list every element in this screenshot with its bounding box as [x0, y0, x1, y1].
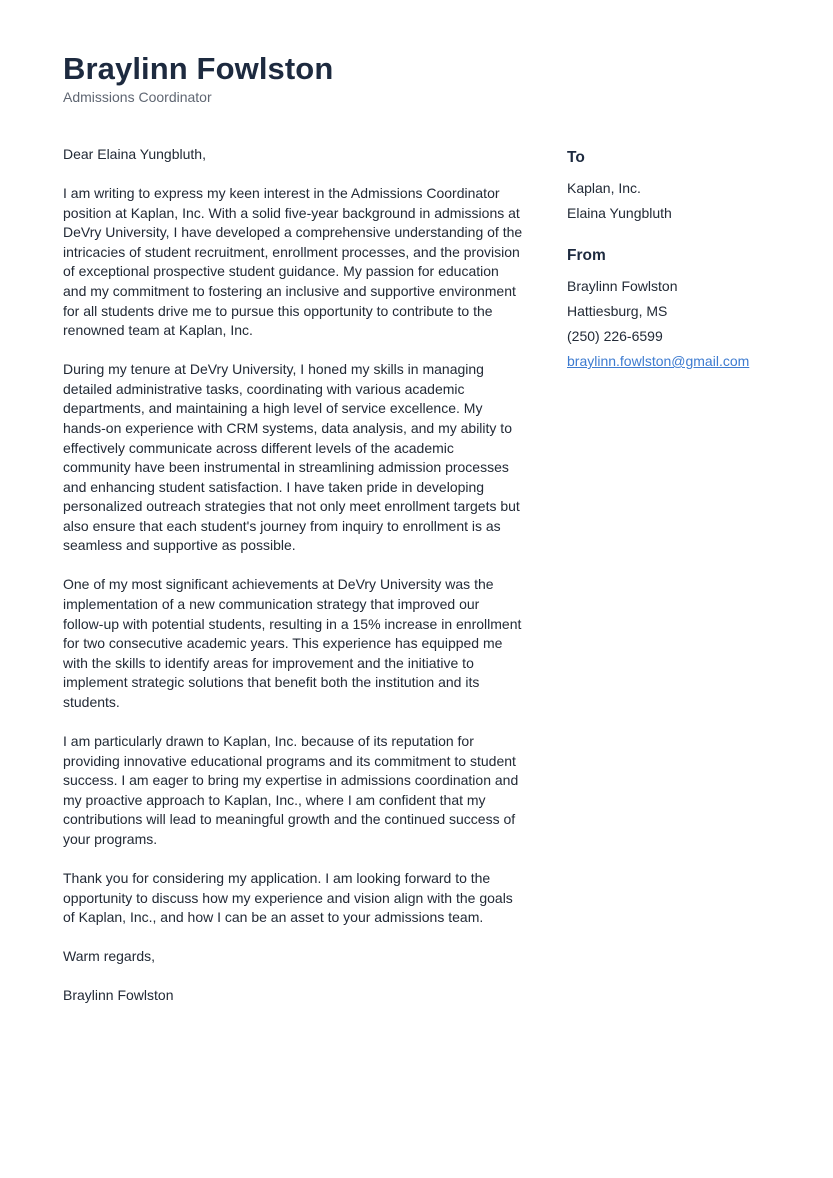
paragraph-4: I am particularly drawn to Kaplan, Inc. because of its reputation for providing innovative educational programs and its commitment to student success. I am eager to bring my expertise in admissions coordination and my proactive approach to Kaplan, Inc., where I am confident that my contributions will lead to meaningful growth and the continued success of your programs.: [63, 733, 519, 847]
to-heading: To: [567, 149, 585, 166]
paragraph-5: Thank you for considering my application. I am looking forward to the opportunity to discuss how my experience and vision align with the goals of Kaplan, Inc., and how I can be an asset to your admissions team.: [63, 869, 513, 926]
to-section: [567, 148, 797, 226]
paragraph-3: One of my most significant achievements at DeVry University was the implementation of a new communication strategy that improved our follow-up with potential students, resulting in a 15% increase in enrollment for two consecutive academic years. This experience has equipped me with the skills to identify areas for improvement and the initiative to implement strategic solutions that benefit both the institution and its students.: [63, 576, 522, 711]
signature: Braylinn Fowlston: [63, 987, 174, 1004]
recipient-name: Elaina Yungbluth: [567, 205, 672, 221]
paragraph-2: During my tenure at DeVry University, I honed my skills in managing detailed administrative tasks, coordinating with various academic departments, and maintaining a high level of service excellence. My hands-on experience with CRM systems, data analysis, and my ability to effectively communicate across different levels of the academic community have been instrumental in streamlining admission processes and enhancing student satisfaction. I have taken pride in developing personalized outreach strategies that not only meet enrollment targets but also ensure that each student's journey from inquiry to enrollment is as seamless and supportive as possible.: [63, 361, 520, 554]
applicant-title: Admissions Coordinator: [63, 89, 212, 105]
applicant-name: Braylinn Fowlston: [63, 51, 334, 86]
sender-name: Braylinn Fowlston: [567, 278, 678, 294]
contact-sidebar: [567, 145, 797, 394]
from-heading: From: [567, 247, 606, 264]
sender-email-line: [567, 349, 797, 374]
sender-phone: (250) 226-6599: [567, 328, 663, 344]
recipient-company: Kaplan, Inc.: [567, 180, 641, 196]
salutation: Dear Elaina Yungbluth,: [63, 146, 206, 162]
from-section: [567, 246, 797, 374]
paragraph-1: I am writing to express my keen interest in the Admissions Coordinator position at Kaplan, Inc. With a solid five-year background in admissions at DeVry University, I have developed a comprehensive understanding of the intricacies of student recruitment, enrollment processes, and the provision of exceptional prospective student guidance. My passion for education and my commitment to fostering an inclusive and supportive environment for all students drive me to pursue this opportunity to contribute to the renowned team at Kaplan, Inc.: [63, 184, 523, 339]
sender-email-link[interactable]: braylinn.fowlston@gmail.com: [567, 353, 750, 369]
letter-header: [63, 50, 333, 106]
closing: Warm regards,: [63, 948, 156, 965]
sender-location: Hattiesburg, MS: [567, 303, 668, 319]
letter-body: [63, 145, 523, 1025]
